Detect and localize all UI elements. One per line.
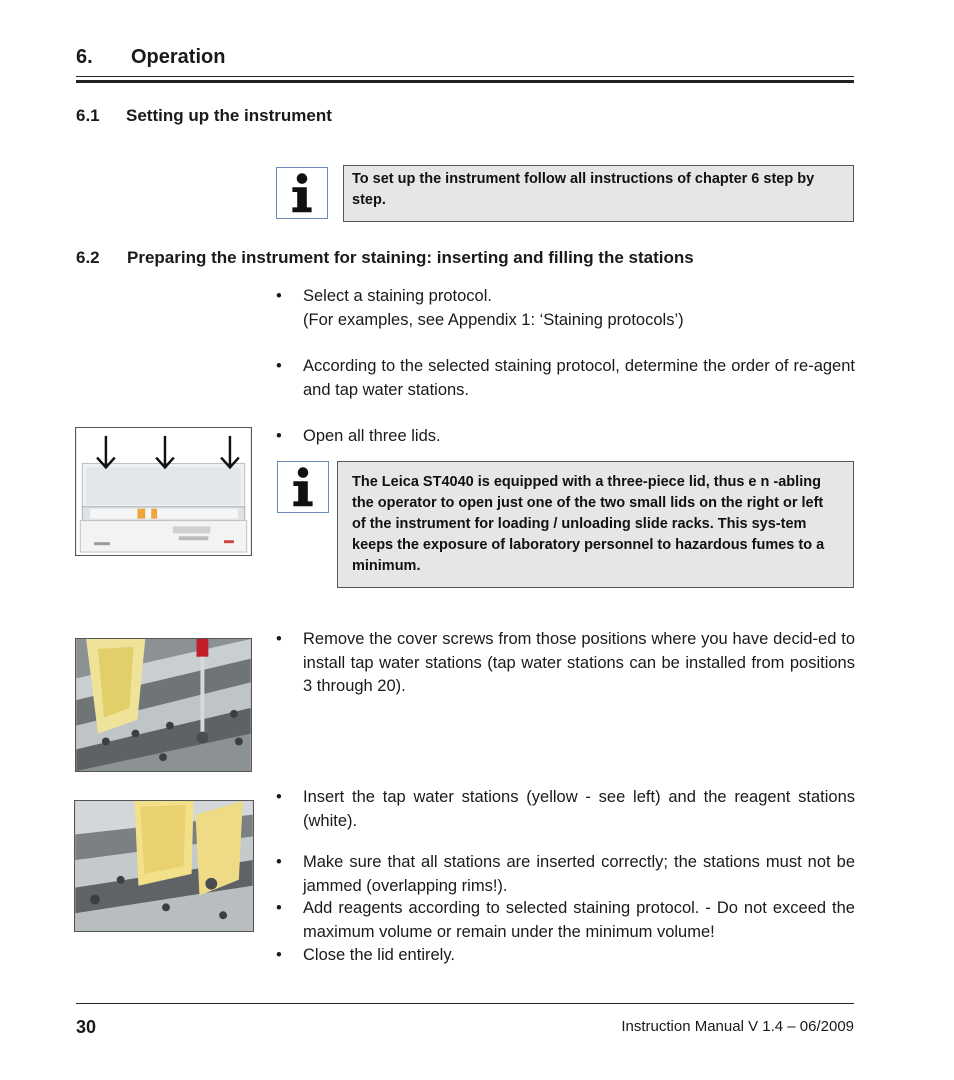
page-number: 30 <box>76 1017 97 1037</box>
chapter-number: 6. <box>76 46 93 68</box>
section-6-2-title: Preparing the instrument for staining: inserting and filling the stations <box>127 248 694 267</box>
instrument-lids-photo <box>75 427 252 556</box>
tap-water-stations-photo <box>74 800 254 932</box>
bullet-text: Remove the cover screws from those positions where you have decid-ed to install tap water stations (tap water stations can be installed from positions 3 through 20). <box>303 630 855 695</box>
bullet-text: Select a staining protocol. <box>303 287 492 305</box>
bullet: • <box>276 630 282 648</box>
section-6-1-title: Setting up the instrument <box>126 106 332 125</box>
bullet: • <box>276 788 282 806</box>
bullet: • <box>276 899 282 917</box>
header-rule-thick <box>76 80 854 83</box>
bullet-text: Make sure that all stations are inserted correctly; the stations must not be jammed (overlapping rims!). <box>303 853 855 895</box>
bullet-text: Add reagents according to selected staining protocol. - Do not exceed the maximum volume or remain under the minimum volume! <box>303 899 855 941</box>
bullet-text-sub: (For examples, see Appendix 1: ‘Staining protocols’) <box>303 310 684 329</box>
footer-rule <box>76 1003 854 1004</box>
info-icon <box>277 461 329 513</box>
info-icon <box>276 167 328 219</box>
bullet-text: Close the lid entirely. <box>303 946 455 964</box>
bullet-text: Insert the tap water stations (yellow - see left) and the reagent stations (white). <box>303 788 855 830</box>
bullet: • <box>276 946 282 964</box>
bullet-text: Open all three lids. <box>303 427 441 445</box>
lid-note: The Leica ST4040 is equipped with a three-piece lid, thus e n -abling the operator to open just one of the two small lids on the right or left of the instrument for loading / unloading slide racks. This sys-tem keeps the exposure of laboratory personnel to hazardous fumes to a minimum. <box>337 461 854 588</box>
bullet: • <box>276 287 282 305</box>
bullet: • <box>276 357 282 375</box>
chapter-title: Operation <box>131 46 226 68</box>
section-6-1-number: 6.1 <box>76 106 100 125</box>
header-rule-thin <box>76 76 854 77</box>
setup-note: To set up the instrument follow all instructions of chapter 6 step by step. <box>343 165 854 222</box>
cover-screws-photo <box>75 638 252 772</box>
bullet: • <box>276 427 282 445</box>
section-6-2-number: 6.2 <box>76 248 100 267</box>
bullet: • <box>276 853 282 871</box>
manual-version: Instruction Manual V 1.4 – 06/2009 <box>621 1018 854 1035</box>
bullet-text: According to the selected staining protocol, determine the order of re-agent and tap water stations. <box>303 357 855 399</box>
